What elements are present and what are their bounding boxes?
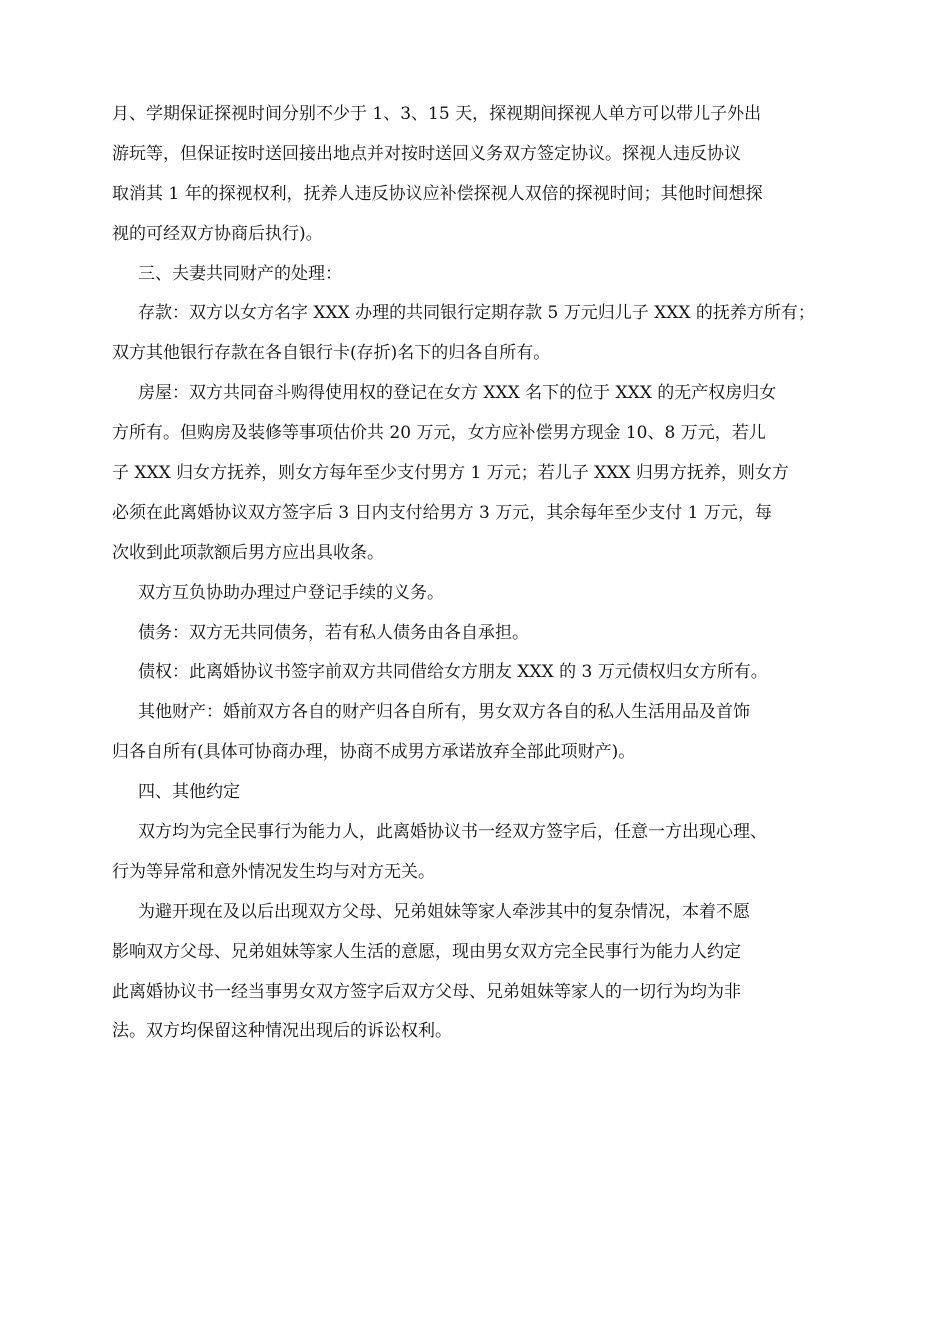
text-line: 次收到此项款额后男方应出具收条。 bbox=[112, 542, 384, 563]
text-line: 存款：双方以女方名字 XXX 办理的共同银行定期存款 5 万元归儿子 XXX 的抚养方所有； bbox=[138, 303, 815, 324]
text-line: 双方均为完全民事行为能力人，此离婚协议书一经双方签字后，任意一方出现心理、 bbox=[138, 822, 767, 843]
text-line: 子 XXX 归女方抚养，则女方每年至少支付男方 1 万元；若儿子 XXX 归男方抚养，则女方 bbox=[112, 463, 789, 484]
text-line: 游玩等，但保证按时送回接出地点并对按时送回义务双方签定协议。探视人违反协议 bbox=[112, 143, 741, 164]
text-line: 为避开现在及以后出现双方父母、兄弟姐妹等家人牵涉其中的复杂情况，本着不愿 bbox=[138, 901, 750, 922]
text-line: 方所有。但购房及装修等事项估价共 20 万元，女方应补偿男方现金 10、8 万元，若儿 bbox=[112, 423, 766, 444]
text-line: 债务：双方无共同债务，若有私人债务由各自承担。 bbox=[138, 622, 529, 643]
text-line: 此离婚协议书一经当事男女双方签字后双方父母、兄弟姐妹等家人的一切行为均为非 bbox=[112, 981, 741, 1002]
document-body bbox=[112, 95, 838, 1052]
section-heading: 四、其他约定 bbox=[138, 782, 240, 803]
text-line: 视的可经双方协商后执行)。 bbox=[112, 223, 323, 244]
text-line: 双方其他银行存款在各自银行卡(存折)名下的归各自所有。 bbox=[112, 343, 551, 364]
text-line: 其他财产：婚前双方各自的财产归各自所有，男女双方各自的私人生活用品及首饰 bbox=[138, 702, 750, 723]
text-line: 房屋：双方共同奋斗购得使用权的登记在女方 XXX 名下的位于 XXX 的无产权房归女 bbox=[138, 383, 777, 404]
text-line: 双方互负协助办理过户登记手续的义务。 bbox=[138, 582, 444, 603]
text-line: 法。双方均保留这种情况出现后的诉讼权利。 bbox=[112, 1021, 452, 1042]
text-line: 影响双方父母、兄弟姐妹等家人生活的意愿，现由男女双方完全民事行为能力人约定 bbox=[112, 941, 741, 962]
text-line: 取消其 1 年的探视权利，抚养人违反协议应补偿探视人双倍的探视时间；其他时间想探 bbox=[112, 183, 763, 204]
text-line: 债权：此离婚协议书签字前双方共同借给女方朋友 XXX 的 3 万元债权归女方所有。 bbox=[138, 662, 768, 683]
text-line: 归各自所有(具体可协商办理，协商不成男方承诺放弃全部此项财产)。 bbox=[112, 742, 636, 763]
section-heading: 三、夫妻共同财产的处理： bbox=[138, 263, 342, 284]
text-line: 必须在此离婚协议双方签字后 3 日内支付给男方 3 万元，其余每年至少支付 1 万元，每 bbox=[112, 502, 772, 523]
text-line: 月、学期保证探视时间分别不少于 1、3、15 天，探视期间探视人单方可以带儿子外出 bbox=[112, 104, 762, 124]
text-line: 行为等异常和意外情况发生均与对方无关。 bbox=[112, 861, 435, 882]
